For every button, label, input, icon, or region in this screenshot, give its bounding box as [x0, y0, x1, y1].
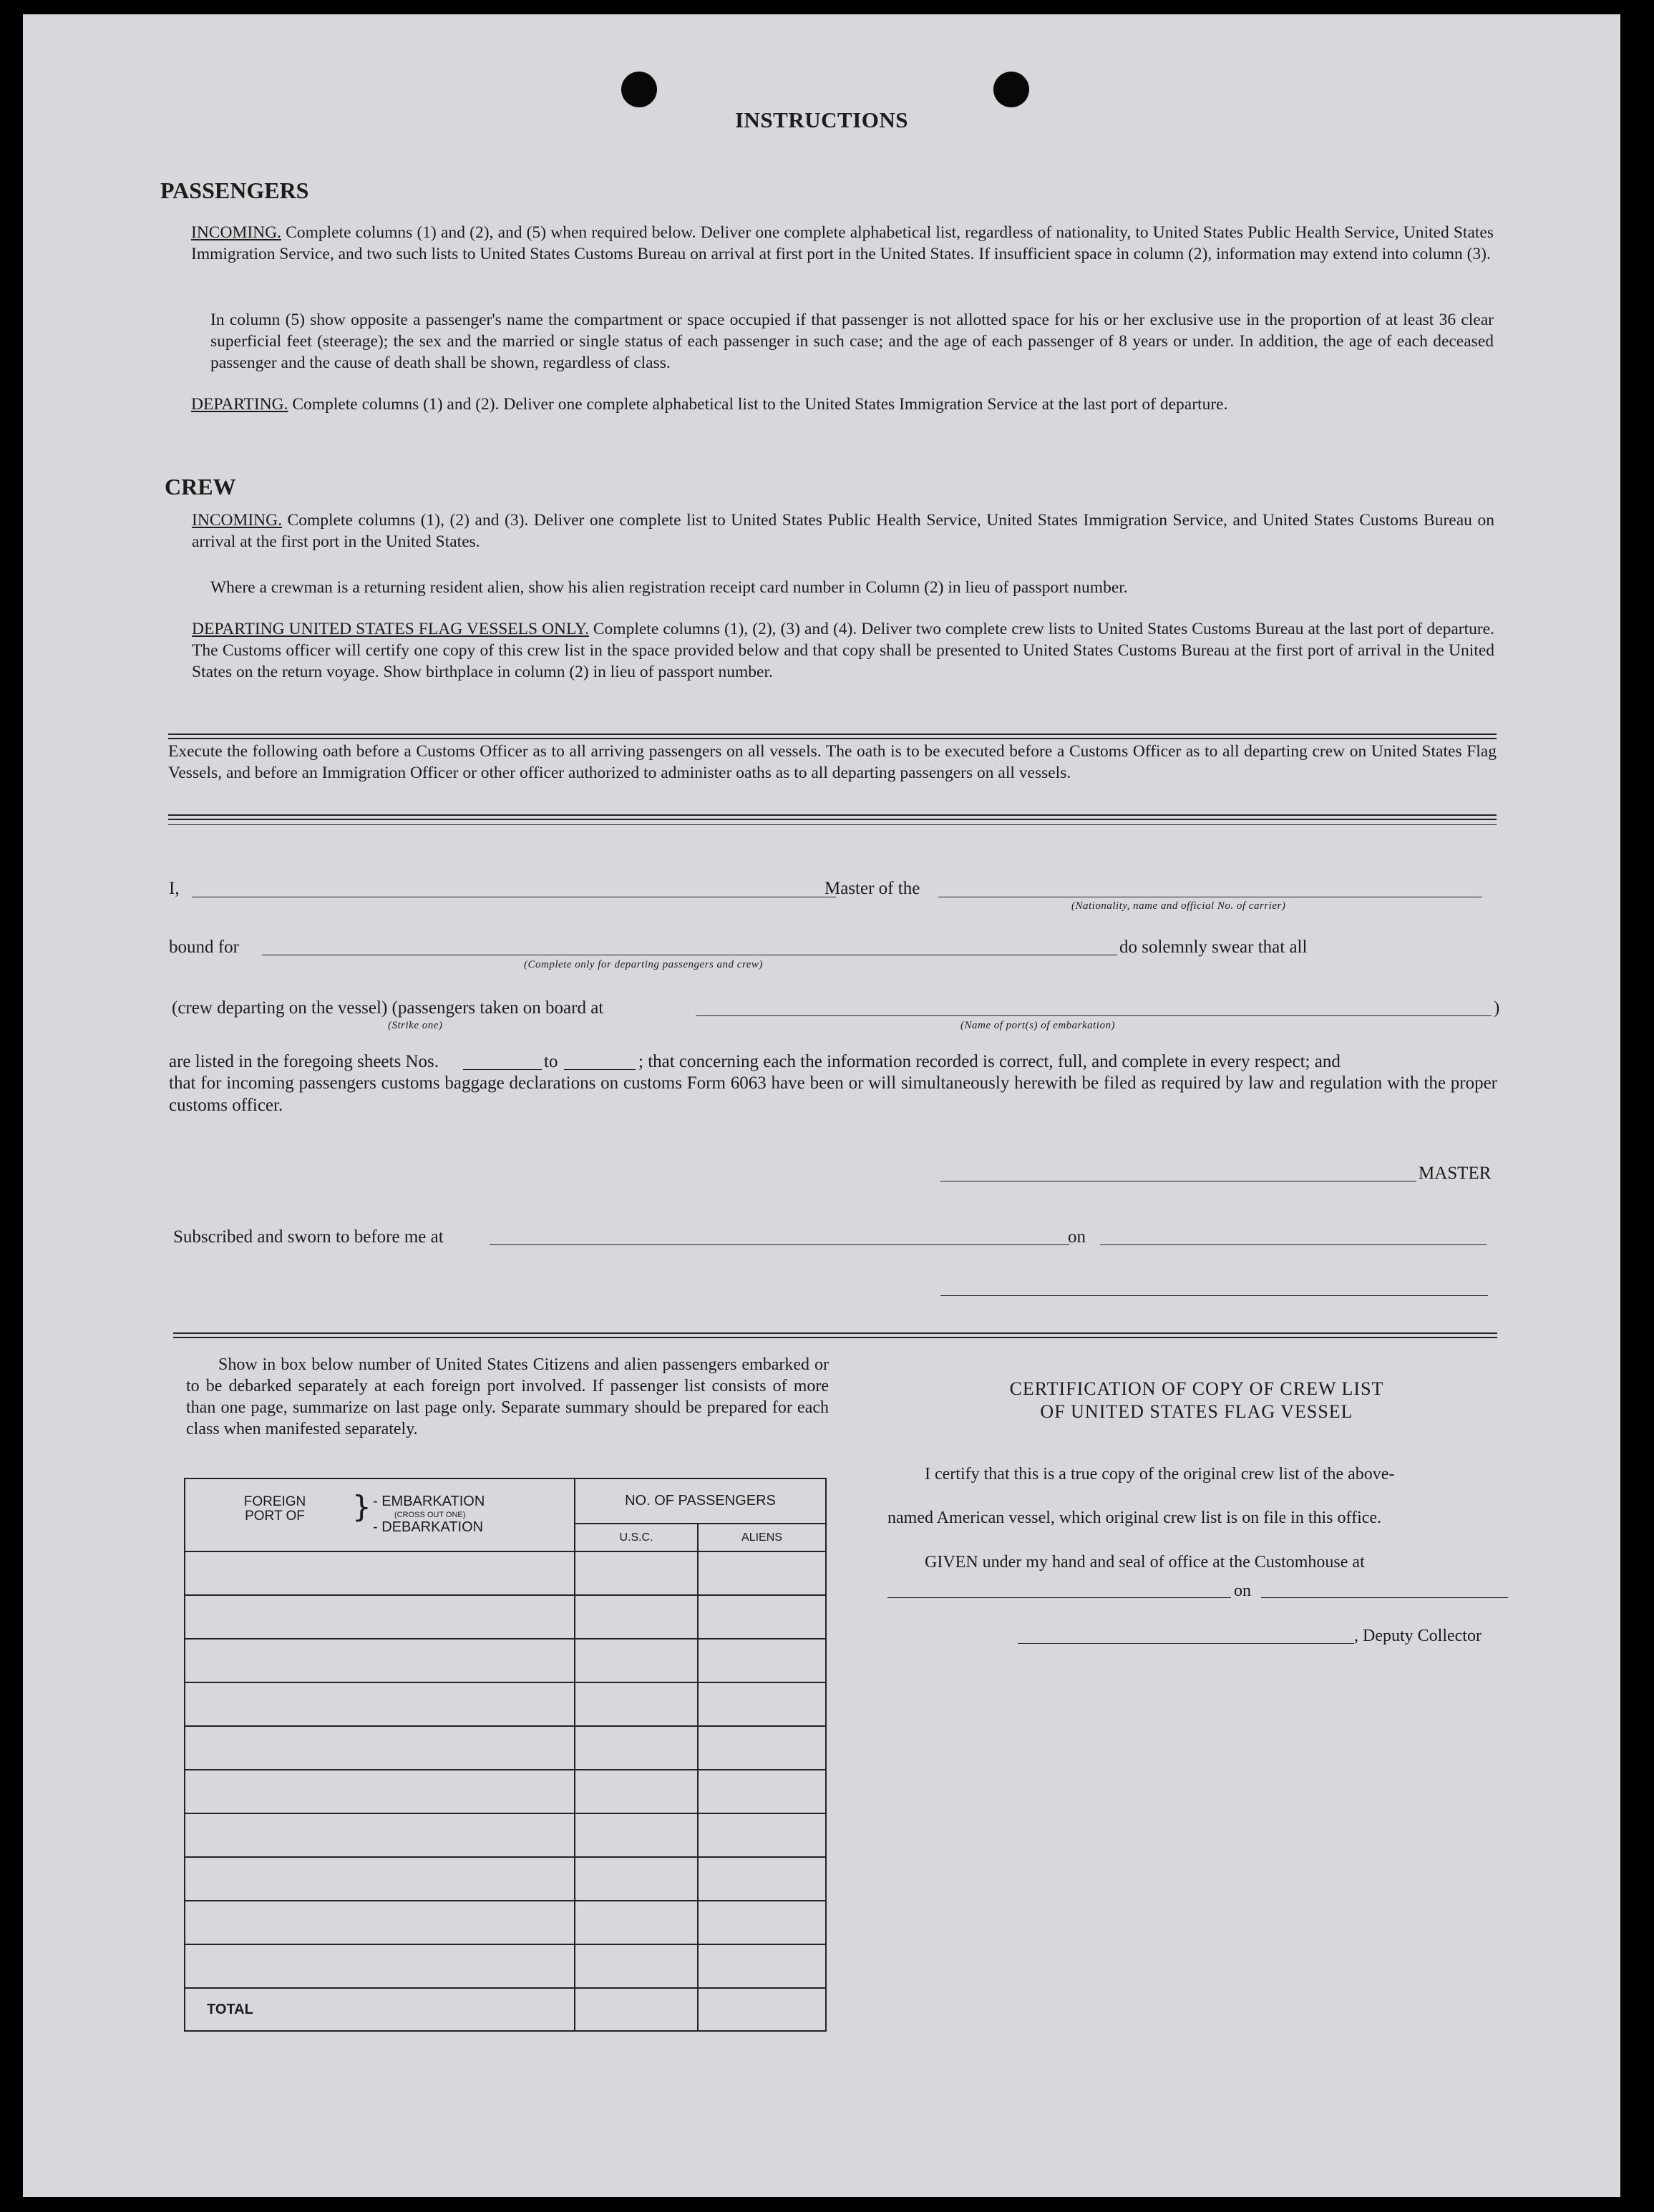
crew-resident-paragraph: Where a crewman is a returning resident alien, show his alien registration receipt card number in Column (2) in lieu of passport number. — [210, 578, 1128, 597]
usc-cell[interactable] — [575, 1857, 698, 1901]
usc-cell[interactable] — [575, 1770, 698, 1813]
embarkation-label: - EMBARKATION — [373, 1494, 485, 1509]
port-cell[interactable] — [185, 1857, 575, 1901]
cert-on-label: on — [1234, 1582, 1251, 1600]
port-cell[interactable] — [185, 1813, 575, 1857]
punch-hole-right — [993, 72, 1029, 107]
page-title: INSTRUCTIONS — [734, 107, 908, 132]
aliens-cell[interactable] — [698, 1857, 826, 1901]
sworn-date-field[interactable] — [1100, 1244, 1487, 1245]
table-row — [185, 1944, 826, 1988]
certification-title-line2: OF UNITED STATES FLAG VESSEL — [1040, 1401, 1353, 1422]
crew-departing-text: Complete columns (1), (2), (3) and (4). Deliver two complete crew lists to United States Customs Bureau at the last port of departure. The Customs officer will certify one copy of this crew list in the space provided below and that copy shall be presented to United States Customs Bureau at the first port of arrival in the United States on the return voyage. Show birthplace in column (2) in lieu of passport number. — [192, 620, 1494, 681]
oath-i-label: I, — [169, 879, 180, 898]
nationality-caption: (Nationality, name and official No. of carrier) — [1071, 900, 1286, 912]
passengers-column5-paragraph: In column (5) show opposite a passenger's name the compartment or space occupied if that passenger is not allotted space for his or her exclusive use in the proportion of at least 36 clear superficial feet (steerage); the sex and the married or single status of each passenger in such case; and the age of each passenger of 8 years or under. In addition, the age of each deceased passenger and the cause of death shall be shown, regardless of class. — [210, 311, 1494, 372]
passenger-summary-table — [184, 1478, 827, 2032]
table-row — [185, 1639, 826, 1682]
debarkation-label: - DEBARKATION — [373, 1519, 484, 1535]
aliens-cell[interactable] — [698, 1944, 826, 1988]
crew-incoming-paragraph — [192, 510, 1494, 552]
crew-departing-label: DEPARTING UNITED STATES FLAG VESSELS ONLY. — [192, 620, 589, 638]
header-no-passengers: NO. OF PASSENGERS — [575, 1478, 826, 1524]
customhouse-field[interactable] — [887, 1597, 1231, 1598]
deputy-collector-field[interactable] — [1018, 1643, 1354, 1644]
divider-double — [173, 1332, 1497, 1338]
aliens-cell[interactable] — [698, 1813, 826, 1857]
port-cell[interactable] — [185, 1595, 575, 1639]
usc-cell[interactable] — [575, 1551, 698, 1595]
listed-to-label: to — [544, 1052, 558, 1071]
certify-line1: I certify that this is a true copy of the original crew list of the above- — [925, 1465, 1395, 1483]
brace-icon: } — [352, 1489, 371, 1524]
crew-incoming-text: Complete columns (1), (2) and (3). Deliver one complete list to United States Public Health Service, United States Immigration Service, and United States Customs Bureau on arrival at the first port in the United States. — [192, 511, 1494, 551]
port-cell[interactable] — [185, 1682, 575, 1726]
port-embarkation-field[interactable] — [696, 1015, 1492, 1016]
usc-cell[interactable] — [575, 1595, 698, 1639]
total-row — [185, 1988, 826, 2031]
summary-instructions: Show in box below number of United States Citizens and alien passengers embarked or to be debarked separately at each foreign port involved. If passenger list consists of more than one page, summarize on last page only. Separate summary should be prepared for each class when manifested separately. — [186, 1355, 829, 1438]
divider-double — [168, 814, 1497, 820]
total-usc-cell[interactable] — [575, 1988, 698, 2031]
certification-title-line1: CERTIFICATION OF COPY OF CREW LIST — [1009, 1378, 1384, 1399]
officer-signature-field[interactable] — [940, 1295, 1488, 1296]
listed-statement-continued: that for incoming passengers customs baggage declarations on customs Form 6063 have been or will simultaneously herewith be filed as required by law and regulation with the proper customs officer. — [169, 1073, 1497, 1115]
subscribed-label: Subscribed and sworn to before me at — [173, 1227, 444, 1247]
complete-only-caption: (Complete only for departing passengers and crew) — [524, 959, 763, 970]
crew-departing-paragraph — [192, 618, 1494, 683]
aliens-cell[interactable] — [698, 1770, 826, 1813]
port-cell[interactable] — [185, 1901, 575, 1944]
aliens-cell[interactable] — [698, 1726, 826, 1770]
cert-date-field[interactable] — [1261, 1597, 1508, 1598]
form-page — [23, 14, 1620, 2197]
listed-sheets-label: are listed in the foregoing sheets Nos. — [169, 1052, 439, 1071]
crew-departing-label: (crew departing on the vessel) (passengers taken on board at — [172, 998, 604, 1018]
sworn-on-label: on — [1068, 1227, 1086, 1247]
usc-cell[interactable] — [575, 1901, 698, 1944]
passengers-incoming-paragraph — [191, 222, 1494, 265]
passengers-incoming-text: Complete columns (1) and (2), and (5) when required below. Deliver one complete alphabetical list, regardless of nationality, to United States Public Health Service, United States Immigration Service, and two such lists to United States Customs Bureau on arrival at first port in the United States. If insufficient space in column (2), information may extend into column (3). — [191, 223, 1494, 263]
passengers-heading: PASSENGERS — [160, 177, 309, 203]
oath-instructions: Execute the following oath before a Customs Officer as to all arriving passengers on all vessels. The oath is to be executed before a Customs Officer as to all departing crew on United States Flag Vessels, and before an Immigration Officer or other officer authorized to administer oaths as to all departing passengers on all vessels. — [168, 742, 1497, 782]
certification-title — [889, 1378, 1504, 1423]
header-usc: U.S.C. — [575, 1524, 698, 1551]
usc-cell[interactable] — [575, 1639, 698, 1682]
aliens-cell[interactable] — [698, 1639, 826, 1682]
cross-out-label: (CROSS OUT ONE) — [394, 1511, 466, 1519]
divider-line — [168, 824, 1497, 825]
port-cell[interactable] — [185, 1551, 575, 1595]
foreign-port-label: FOREIGN PORT OF — [243, 1494, 306, 1524]
usc-cell[interactable] — [575, 1682, 698, 1726]
deputy-collector-label: , Deputy Collector — [1354, 1627, 1482, 1645]
passengers-departing-paragraph — [191, 394, 1494, 415]
table-row — [185, 1682, 826, 1726]
given-line: GIVEN under my hand and seal of office at the Customhouse at — [925, 1553, 1365, 1572]
divider-double — [168, 734, 1497, 739]
usc-cell[interactable] — [575, 1944, 698, 1988]
usc-cell[interactable] — [575, 1813, 698, 1857]
table-row — [185, 1726, 826, 1770]
bound-for-label: bound for — [169, 937, 239, 957]
table-row — [185, 1551, 826, 1595]
listed-statement: ; that concerning each the information recorded is correct, full, and complete in every respect; and — [638, 1052, 1341, 1071]
strike-one-caption: (Strike one) — [388, 1020, 443, 1031]
passengers-departing-text: Complete columns (1) and (2). Deliver one complete alphabetical list to the United States Immigration Service at the last port of departure. — [288, 395, 1228, 414]
crew-incoming-label: INCOMING. — [192, 511, 282, 530]
aliens-cell[interactable] — [698, 1901, 826, 1944]
do-solemnly-label: do solemnly swear that all — [1119, 937, 1308, 957]
header-foreign-port — [185, 1478, 575, 1551]
port-caption: (Name of port(s) of embarkation) — [960, 1020, 1115, 1031]
table-row — [185, 1857, 826, 1901]
port-cell[interactable] — [185, 1726, 575, 1770]
total-aliens-cell[interactable] — [698, 1988, 826, 2031]
passengers-departing-label: DEPARTING. — [191, 395, 288, 414]
port-cell[interactable] — [185, 1770, 575, 1813]
master-label: MASTER — [1419, 1164, 1492, 1183]
table-row — [185, 1901, 826, 1944]
punch-hole-left — [621, 72, 657, 107]
header-aliens: ALIENS — [698, 1524, 826, 1551]
usc-cell[interactable] — [575, 1726, 698, 1770]
sworn-at-field[interactable] — [490, 1244, 1069, 1245]
crew-heading: CREW — [165, 474, 236, 500]
total-label: TOTAL — [185, 1988, 575, 2031]
sheet-to-field[interactable] — [564, 1069, 636, 1070]
port-cell[interactable] — [185, 1639, 575, 1682]
aliens-cell[interactable] — [698, 1595, 826, 1639]
table-header-row — [185, 1478, 826, 1524]
table-row — [185, 1595, 826, 1639]
certify-line2: named American vessel, which original crew list is on file in this office. — [887, 1509, 1382, 1527]
table-row — [185, 1770, 826, 1813]
table-row — [185, 1813, 826, 1857]
passengers-incoming-label: INCOMING. — [191, 223, 281, 242]
master-of-the-label: Master of the — [824, 879, 920, 898]
close-paren: ) — [1494, 998, 1500, 1018]
aliens-cell[interactable] — [698, 1551, 826, 1595]
port-cell[interactable] — [185, 1944, 575, 1988]
sheet-from-field[interactable] — [463, 1069, 542, 1070]
aliens-cell[interactable] — [698, 1682, 826, 1726]
